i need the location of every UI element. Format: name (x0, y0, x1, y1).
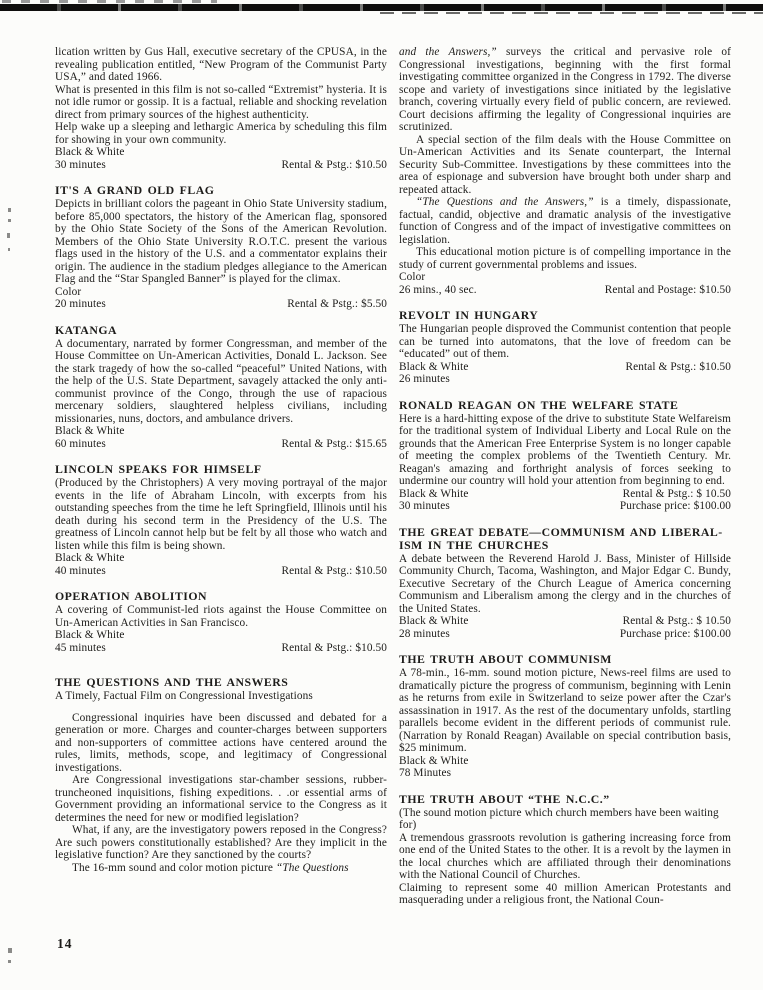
scan-artifact-thin-band (380, 12, 763, 14)
meta-price: Rental & Pstg.: $10.50 (625, 360, 731, 373)
meta-format-duration: Black & White (399, 615, 469, 627)
text-run: Are Congressional investigations star-chamber sessions, rubber-truncheoned inquisitions, fishing expeditions. . .or essential arms of Government providing an informational service to the Congress as it determines the need for new or modified legislation? (55, 774, 387, 824)
film-description (55, 862, 387, 875)
film-description (55, 46, 387, 84)
film-description (55, 477, 387, 552)
film-title: KATANGA (55, 322, 118, 337)
meta-format-duration: 30 minutes (399, 500, 450, 512)
film-entry (55, 590, 387, 654)
meta-row (55, 438, 387, 451)
two-column-text-area (55, 46, 731, 920)
meta-format-duration: Black & White (55, 146, 125, 158)
film-description (399, 667, 731, 755)
film-entry (55, 324, 387, 451)
film-title: REVOLT IN HUNGARY (399, 308, 539, 322)
meta-row (399, 361, 731, 374)
film-title: THE GREAT DEBATE—COMMUNISM AND LIBERAL-ISM IN THE CHURCHES (399, 524, 723, 552)
meta-price: Rental & Pstg.: $10.50 (281, 641, 387, 654)
film-description (399, 46, 731, 134)
film-description (399, 246, 731, 271)
text-run: (Produced by the Christophers) A very moving portrayal of the major events in the life of Abraham Lincoln, with excerpts from his outstanding speeches from the time he left Springfield, Illinois until his death during his second term in the Presidency of the U.S. The greatness of Lincoln cannot help but be felt by all those who watch and listen while this film is being shown. (55, 477, 387, 552)
film-description (399, 413, 731, 488)
left-column (55, 46, 387, 920)
text-run: A covering of Communist-led riots against the House Committee on Un-American Activities in San Francisco. (55, 604, 387, 629)
right-column (399, 46, 731, 920)
meta-format-duration: 26 minutes (399, 373, 450, 385)
scan-speck (8, 248, 10, 251)
meta-row (399, 500, 731, 513)
text-run: What is presented in this film is not so-called “Extremist” hysteria. It is not idle rumor or gossip. It is a factual, reliable and shocking revelation direct from primary sources of the highest authenticity. (55, 83, 387, 121)
meta-price: Rental & Pstg.: $15.65 (281, 437, 387, 450)
film-description (55, 198, 387, 286)
film-entry (399, 526, 731, 641)
meta-row (55, 298, 387, 311)
meta-format-duration: Color (55, 285, 82, 298)
text-run: Depicts in brilliant colors the pageant in Ohio State University stadium, before 85,000 spectators, the history of the American flag, sponsored by the Ohio State Society of the Sons of the American Revolution. Members of the Ohio State University R.O.T.C. present the various flags used in the history of the U.S. and a commentator explains their origin. The audience in the stadium pledges allegiance to the American Flag and the “Star Spangled Banner” is played for the climax. (55, 198, 387, 285)
meta-row (55, 565, 387, 578)
film-title: IT'S A GRAND OLD FLAG (55, 183, 215, 197)
scan-speck (7, 233, 10, 238)
meta-price: Rental and Postage: $10.50 (604, 283, 731, 296)
meta-price: Purchase price: $100.00 (619, 500, 731, 512)
text-run: surveys the critical and pervasive role of Congressional investigations, beginning with the first formal investigating committee organized in the Congress in 1792. The diverse scope and variety of investigations since initiated by the legislative branch, covering virtually every field of public concern, are reviewed. Court decisions affirming the legality of Congressional inquiries are scrutinized. (399, 46, 731, 133)
film-entry (55, 184, 387, 311)
meta-format-duration: 60 minutes (55, 437, 106, 450)
meta-price: Rental & Pstg.: $5.50 (287, 298, 387, 310)
film-description (399, 134, 731, 197)
film-description (399, 196, 731, 246)
film-title: RONALD REAGAN ON THE WELFARE STATE (399, 397, 679, 412)
meta-format-duration: Black & White (399, 360, 469, 373)
film-description (55, 774, 387, 824)
meta-row (55, 286, 387, 299)
meta-format-duration: Black & White (55, 629, 125, 641)
meta-format-duration: Black & White (55, 552, 125, 564)
film-entry (399, 399, 731, 513)
film-entry (55, 463, 387, 577)
film-title: LINCOLN SPEAKS FOR HIMSELF (55, 462, 262, 476)
text-run: lication written by Gus Hall, executive secretary of the CPUSA, in the revealing publication entitled, “New Program of the Communist Party USA,” and dated 1966. (55, 46, 387, 83)
scan-artifact-top-band (0, 4, 763, 11)
text-run: Claiming to represent some 40 million American Protestants and masquerading under a religious front, the National Coun- (399, 881, 731, 906)
meta-row (399, 488, 731, 501)
film-entry (399, 653, 731, 780)
film-description (55, 824, 387, 862)
film-description (399, 882, 731, 907)
film-description (55, 338, 387, 426)
film-description (399, 323, 731, 361)
text-run: Congressional inquiries have been discussed and debated for a generation or more. Charges and counter-charges between supporters and non-supporters of committee actions have centered around the rules, limits, methods, scope, and legitimacy of Congressional investigations. (55, 711, 387, 774)
text-run: A tremendous grassroots revolution is gathering increasing force from one end of the United States to the other. It is a revolt by the laymen in the local churches which are affiliated through their denominations with the National Council of Churches. (399, 831, 731, 881)
meta-format-duration: Black & White (55, 425, 125, 437)
meta-format-duration: Black & White (399, 754, 469, 767)
text-run: (The sound motion picture which church members have been waiting for) (399, 806, 719, 831)
film-entry (399, 793, 731, 907)
film-description (55, 84, 387, 122)
page-number: 14 (57, 936, 73, 951)
meta-format-duration: 78 Minutes (399, 767, 452, 779)
meta-format-duration: 28 minutes (399, 627, 450, 640)
film-title: OPERATION ABOLITION (55, 589, 208, 603)
meta-row (399, 628, 731, 641)
film-description (55, 712, 387, 775)
meta-format-duration: Black & White (399, 487, 469, 500)
film-description (399, 807, 731, 832)
meta-row (55, 642, 387, 655)
text-run: A special section of the film deals with the House Committee on Un-American Activities and its Senate counterpart, the Internal Security Sub-Committee. Investigations by these committees into the area of espionage and subversion have brought both under sharp and repeated attack. (399, 133, 731, 196)
film-description (55, 604, 387, 629)
text-run: is a timely, dispassionate, factual, candid, objective and dramatic analysis of the investigative function of Congress and of the impact of investigative committees on legislation. (399, 196, 731, 246)
film-entry (399, 46, 731, 296)
meta-row (55, 159, 387, 172)
text-run: What, if any, are the investigatory powers reposed in the Congress? Are such powers constitutionally established? Are they implicit in the legislative function? Are they sanctioned by the courts? (55, 824, 387, 861)
text-run: Here is a hard-hitting expose of the drive to substitute State Welfareism for the traditional system of Individual Liberty and Local Rule on the grounds that the American Free Enterprise System is no longer capable of meeting the complex problems of the Twentieth Century. Mr. Reagan's amazing and forthright analysis of forces seeking to undermine our country will hold your attention from beginning to end. (399, 412, 731, 487)
film-title: THE TRUTH ABOUT COMMUNISM (399, 652, 612, 666)
meta-row (55, 552, 387, 565)
italic-text-run: “The Questions (275, 861, 349, 874)
meta-format-duration: 30 minutes (55, 158, 106, 171)
scan-speck (8, 948, 12, 953)
text-run: The Hungarian people disproved the Communist contention that people can be turned into automatons, that the love of freedom can be “educated” out of them. (399, 323, 731, 360)
meta-row (399, 767, 731, 780)
meta-price: Rental & Pstg.: $ 10.50 (622, 487, 731, 500)
meta-price: Purchase price: $100.00 (619, 627, 731, 640)
meta-format-duration: 20 minutes (55, 298, 106, 310)
meta-format-duration: 45 minutes (55, 641, 106, 654)
film-entry (55, 676, 387, 874)
film-subtitle: A Timely, Factual Film on Congressional Investigations (55, 690, 313, 702)
meta-row (399, 615, 731, 628)
meta-row (399, 373, 731, 386)
text-run: Help wake up a sleeping and lethargic America by scheduling this film for showing in your own community. (55, 121, 387, 146)
film-description (55, 121, 387, 146)
film-entry (55, 46, 387, 171)
meta-price: Rental & Pstg.: $10.50 (281, 564, 387, 577)
film-title: THE TRUTH ABOUT “THE N.C.C.” (399, 791, 610, 806)
text-run: The 16-mm sound and color motion picture (72, 861, 276, 874)
meta-row (399, 755, 731, 768)
italic-text-run: “The Questions and the Answers,” (416, 196, 594, 208)
meta-row (399, 284, 731, 297)
meta-format-duration: 26 mins., 40 sec. (399, 283, 477, 296)
scan-speck (8, 960, 11, 963)
meta-row (55, 146, 387, 159)
meta-format-duration: Color (399, 271, 426, 283)
film-description (399, 553, 731, 616)
scan-artifact-dashed-line (2, 0, 217, 3)
film-title: THE QUESTIONS AND THE ANSWERS (55, 675, 289, 689)
meta-row (55, 425, 387, 438)
meta-price: Rental & Pstg.: $10.50 (281, 158, 387, 171)
film-entry (399, 309, 731, 386)
text-run: A 78-min., 16-mm. sound motion picture, News-reel films are used to dramatically picture the progress of communism, beginning with Lenin as he returns from exile in Switzerland to seize power after the Czar's assassination in 1917. As the rest of the documentary unfolds, startling parallels become evident in the different periods of communist rule. (Narration by Ronald Reagan) Available on special contribution basis, $25 minimum. (399, 667, 731, 754)
meta-price: Rental & Pstg.: $ 10.50 (622, 615, 731, 627)
meta-row (55, 629, 387, 642)
meta-format-duration: 40 minutes (55, 564, 106, 577)
text-run: This educational motion picture is of compelling importance in the study of current governmental problems and issues. (399, 246, 731, 271)
italic-text-run: and the Answers,” (399, 46, 497, 58)
film-description (399, 832, 731, 882)
text-run: A documentary, narrated by former Congressman, and member of the House Committee on Un-American Activities, Donald L. Jackson. See the stark tragedy of how the so-called “peaceful” United Nations, with the help of the U.S. State Department, savagely attacked the only anti-communist province of the Congo, through the use of rapacious mercenary soldiers, slaughtered helpless civilians, including missionaries, nuns, doctors, and ambulance drivers. (55, 337, 387, 425)
meta-row (399, 271, 731, 284)
text-run: A debate between the Reverend Harold J. Bass, Minister of Hillside Community Church, Tacoma, Washington, and Major Edgar C. Bundy, Executive Secretary of the Church League of America concerning Communism and Liberalism among the clergy and in the churches of the United States. (399, 552, 731, 615)
scan-speck (8, 219, 11, 222)
scan-speck (8, 208, 11, 212)
